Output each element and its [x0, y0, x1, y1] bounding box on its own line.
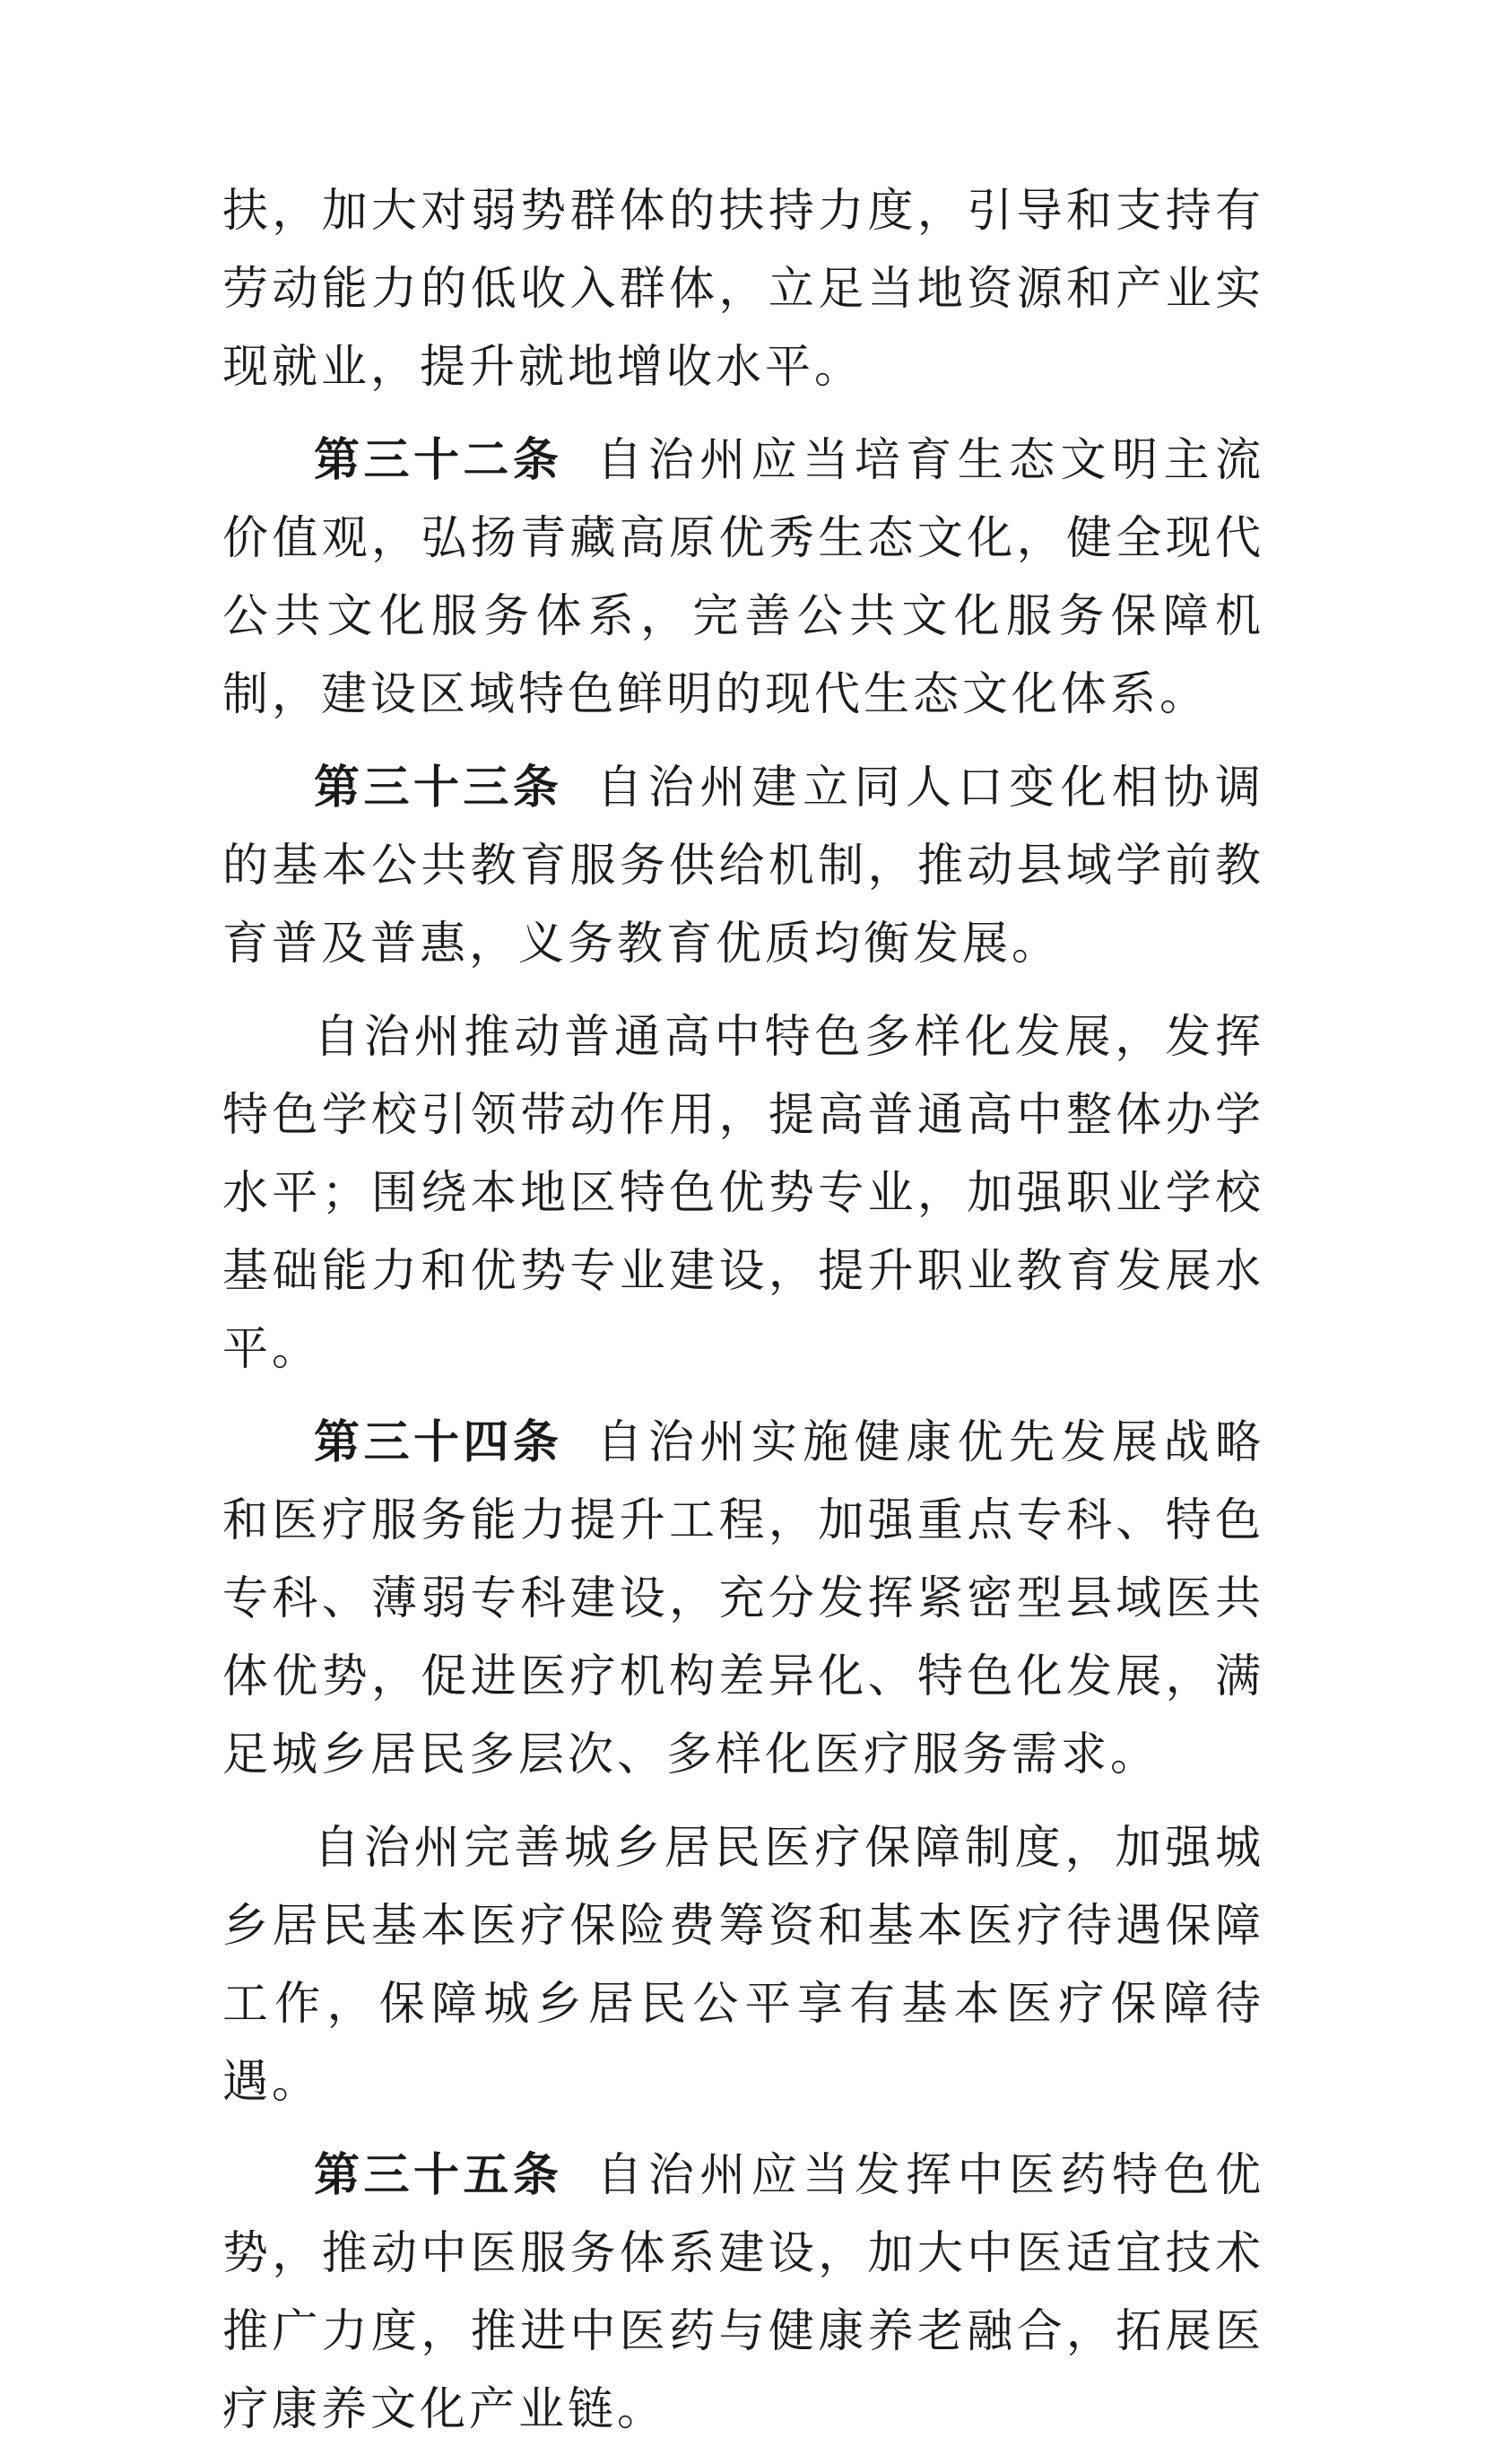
paragraph-text: 自治州完善城乡居民医疗保障制度，加强城乡居民基本医疗保险费筹资和基本医疗待遇保障工作，保障城乡居民公平享有基本医疗保障待遇。 [222, 1822, 1264, 2109]
article-number: 第三十二条 [314, 434, 563, 487]
paragraph [222, 998, 1264, 1389]
article-33 [222, 749, 1264, 983]
article-number: 第三十三条 [314, 762, 563, 814]
paragraph-text: 自治州推动普通高中特色多样化发展，发挥特色学校引领带动作用，提高普通高中整体办学水平；围绕本地区特色优势专业，加强职业学校基础能力和优势专业建设，提升职业教育发展水平。 [222, 1011, 1264, 1376]
article-35 [222, 2137, 1264, 2449]
paragraph-text: 自治州建立同人口变化相协调的基本公共教育服务供给机制，推动县域学前教育普及普惠，义务教育优质均衡发展。 [222, 762, 1264, 971]
paragraph-text: 自治州应当培育生态文明主流价值观，弘扬青藏高原优秀生态文化，健全现代公共文化服务体系，完善公共文化服务保障机制，建设区域特色鲜明的现代生态文化体系。 [222, 434, 1264, 721]
paragraph-text: 自治州应当发挥中医药特色优势，推动中医服务体系建设，加大中医适宜技术推广力度，推进中医药与健康养老融合，拓展医疗康养文化产业链。 [222, 2149, 1264, 2436]
article-32 [222, 422, 1264, 734]
article-34 [222, 1404, 1264, 1794]
paragraph-text: 扶，加大对弱势群体的扶持力度，引导和支持有劳动能力的低收入群体，立足当地资源和产业实现就业，提升就地增收水平。 [222, 185, 1264, 394]
paragraph [222, 1809, 1264, 2121]
paragraph [222, 172, 1264, 406]
article-number: 第三十四条 [314, 1416, 563, 1469]
paragraph-text: 自治州实施健康优先发展战略和医疗服务能力提升工程，加强重点专科、特色专科、薄弱专科建设，充分发挥紧密型县域医共体优势，促进医疗机构差异化、特色化发展，满足城乡居民多层次、多样化医疗服务需求。 [222, 1416, 1264, 1781]
article-number: 第三十五条 [314, 2149, 563, 2202]
